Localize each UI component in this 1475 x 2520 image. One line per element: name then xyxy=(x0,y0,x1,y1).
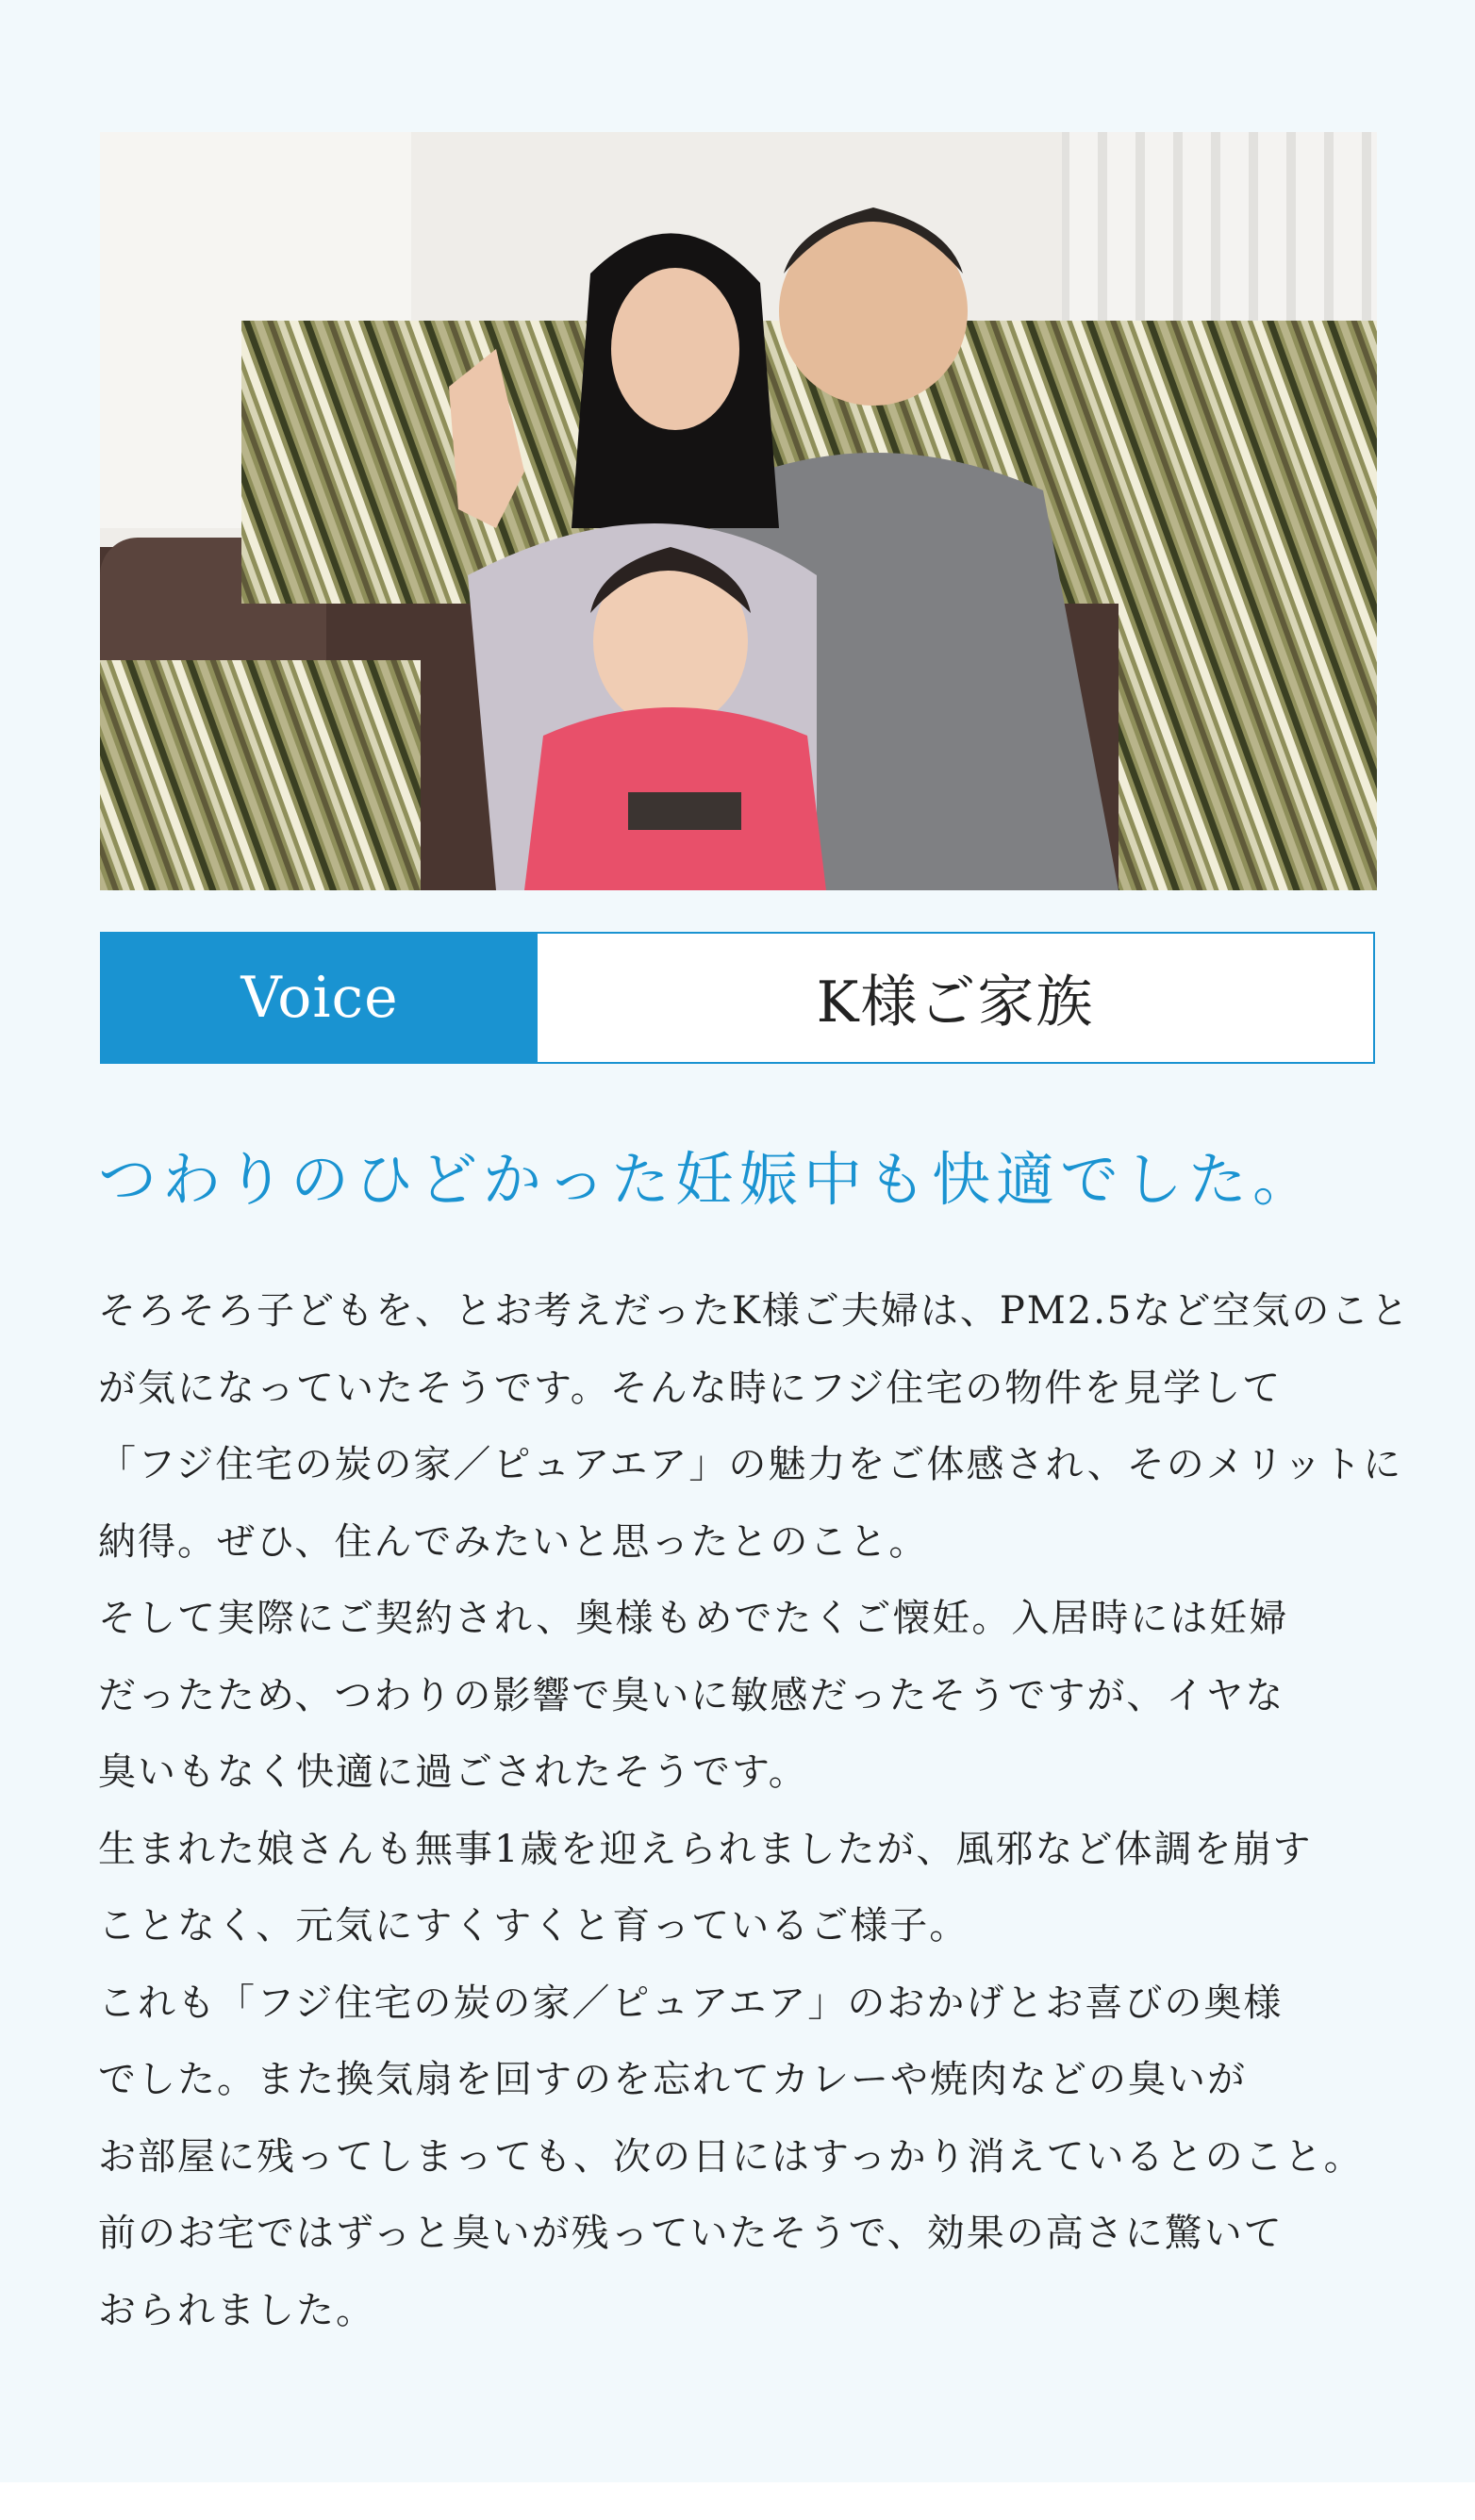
body-line: でした。また換気扇を回すのを忘れてカレーや焼肉などの臭いが xyxy=(98,2058,1247,2101)
body-line: 「フジ住宅の炭の家／ピュアエア」の魅力をご体感され、そのメリットに xyxy=(98,1443,1403,1486)
family-photo xyxy=(100,132,1377,890)
body-line: そして実際にご契約され、奥様もめでたくご懐妊。入居時には妊婦 xyxy=(98,1597,1289,1640)
body-line: が気になっていたそうです。そんな時にフジ住宅の物件を見学して xyxy=(98,1366,1283,1410)
body-line: これも「フジ住宅の炭の家／ピュアエア」のおかげとお喜びの奥様 xyxy=(98,1981,1284,2025)
voice-label: Voice xyxy=(102,934,538,1062)
voice-title-bar xyxy=(100,932,1375,1064)
body-line: お部屋に残ってしまっても、次の日にはすっかり消えているとのこと。 xyxy=(98,2134,1364,2179)
body-line: 生まれた娘さんも無事1歳を迎えられましたが、風邪など体調を崩す xyxy=(98,1827,1313,1871)
family-name: K様ご家族 xyxy=(816,970,1095,1036)
body-line: ことなく、元気にすくすくと育っているご様子。 xyxy=(98,1904,970,1948)
body-line: 前のお宅ではずっと臭いが残っていたそうで、効果の高さに驚いて xyxy=(98,2212,1284,2255)
testimonial-body xyxy=(98,1273,1411,2349)
body-line: 納得。ぜひ、住んでみたいと思ったとのこと。 xyxy=(98,1519,929,1564)
body-line: おられました。 xyxy=(98,2288,375,2332)
body-line: そろそろ子どもを、とお考えだったK様ご夫婦は、PM2.5など空気のこと xyxy=(98,1289,1411,1333)
headline: つわりのひどかった妊娠中も快適でした。 xyxy=(98,1145,1318,1214)
body-line: 臭いもなく快適に過ごされたそうです。 xyxy=(98,1750,808,1794)
body-line: だったため、つわりの影響で臭いに敏感だったそうですが、イヤな xyxy=(98,1673,1285,1717)
